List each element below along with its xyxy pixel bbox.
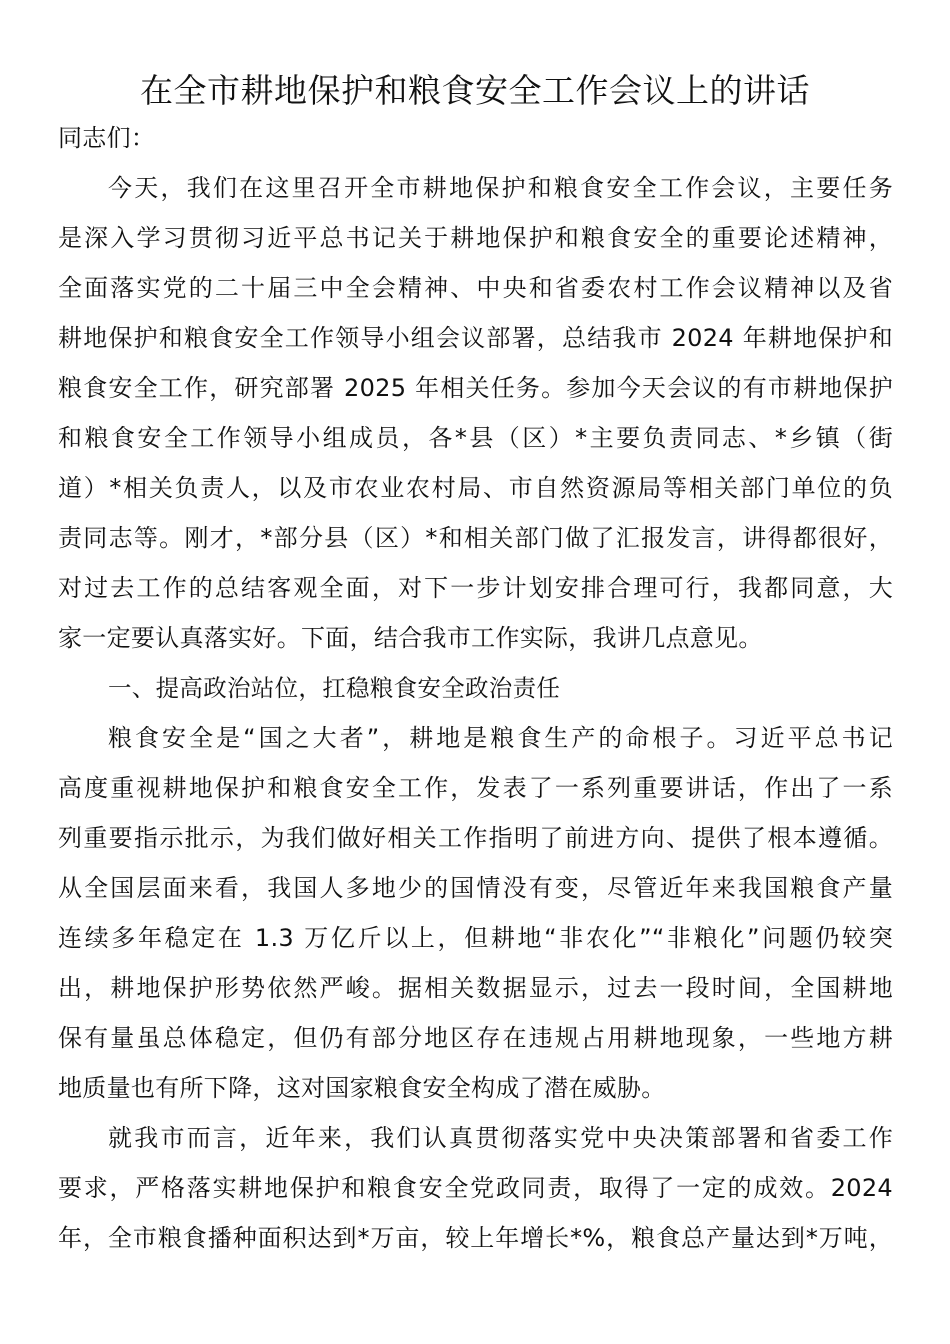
section-heading: 一、提高政治站位，扛稳粮食安全政治责任	[108, 674, 561, 702]
text-line: 要求，严格落实耕地保护和粮食安全党政同责，取得了一定的成效。2024	[58, 1174, 893, 1202]
document-title: 在全市耕地保护和粮食安全工作会议上的讲话	[140, 71, 810, 110]
text-line: 全面落实党的二十届三中全会精神、中央和省委农村工作会议精神以及省	[58, 274, 893, 302]
text-line: 耕地保护和粮食安全工作领导小组会议部署，总结我市 2024 年耕地保护和	[58, 324, 893, 352]
text-line: 今天，我们在这里召开全市耕地保护和粮食安全工作会议，主要任务	[108, 174, 893, 202]
salutation: 同志们：	[58, 124, 156, 152]
text-line: 出，耕地保护形势依然严峻。据相关数据显示，过去一段时间，全国耕地	[58, 974, 893, 1002]
text-line: 高度重视耕地保护和粮食安全工作，发表了一系列重要讲话，作出了一系	[58, 774, 893, 802]
text-line: 和粮食安全工作领导小组成员，各*县（区）*主要负责同志、*乡镇（街	[58, 424, 893, 452]
paragraph-lines	[58, 163, 893, 1263]
text-line: 粮食安全工作，研究部署 2025 年相关任务。参加今天会议的有市耕地保护	[58, 374, 893, 402]
document-body	[58, 113, 893, 1263]
text-line: 列重要指示批示，为我们做好相关工作指明了前进方向、提供了根本遵循。	[58, 824, 893, 852]
text-line: 粮食安全是“国之大者”，耕地是粮食生产的命根子。习近平总书记	[108, 724, 893, 752]
text-line: 道）*相关负责人，以及市农业农村局、市自然资源局等相关部门单位的负	[58, 474, 893, 502]
text-line: 就我市而言，近年来，我们认真贯彻落实党中央决策部署和省委工作	[108, 1124, 893, 1152]
text-line: 保有量虽总体稳定，但仍有部分地区存在违规占用耕地现象，一些地方耕	[58, 1024, 893, 1052]
text-line: 对过去工作的总结客观全面，对下一步计划安排合理可行，我都同意，大	[58, 574, 893, 602]
text-line: 是深入学习贯彻习近平总书记关于耕地保护和粮食安全的重要论述精神，	[58, 224, 893, 252]
text-line: 家一定要认真落实好。下面，结合我市工作实际，我讲几点意见。	[58, 624, 763, 652]
text-line: 从全国层面来看，我国人多地少的国情没有变，尽管近年来我国粮食产量	[58, 874, 893, 902]
text-line: 年，全市粮食播种面积达到*万亩，较上年增长*%，粮食总产量达到*万吨，	[58, 1224, 893, 1252]
text-line: 责同志等。刚才，*部分县（区）*和相关部门做了汇报发言，讲得都很好，	[58, 524, 893, 552]
text-line: 地质量也有所下降，这对国家粮食安全构成了潜在威胁。	[58, 1074, 666, 1102]
text-line: 连续多年稳定在 1.3 万亿斤以上，但耕地“非农化”“非粮化”问题仍较突	[58, 924, 893, 952]
